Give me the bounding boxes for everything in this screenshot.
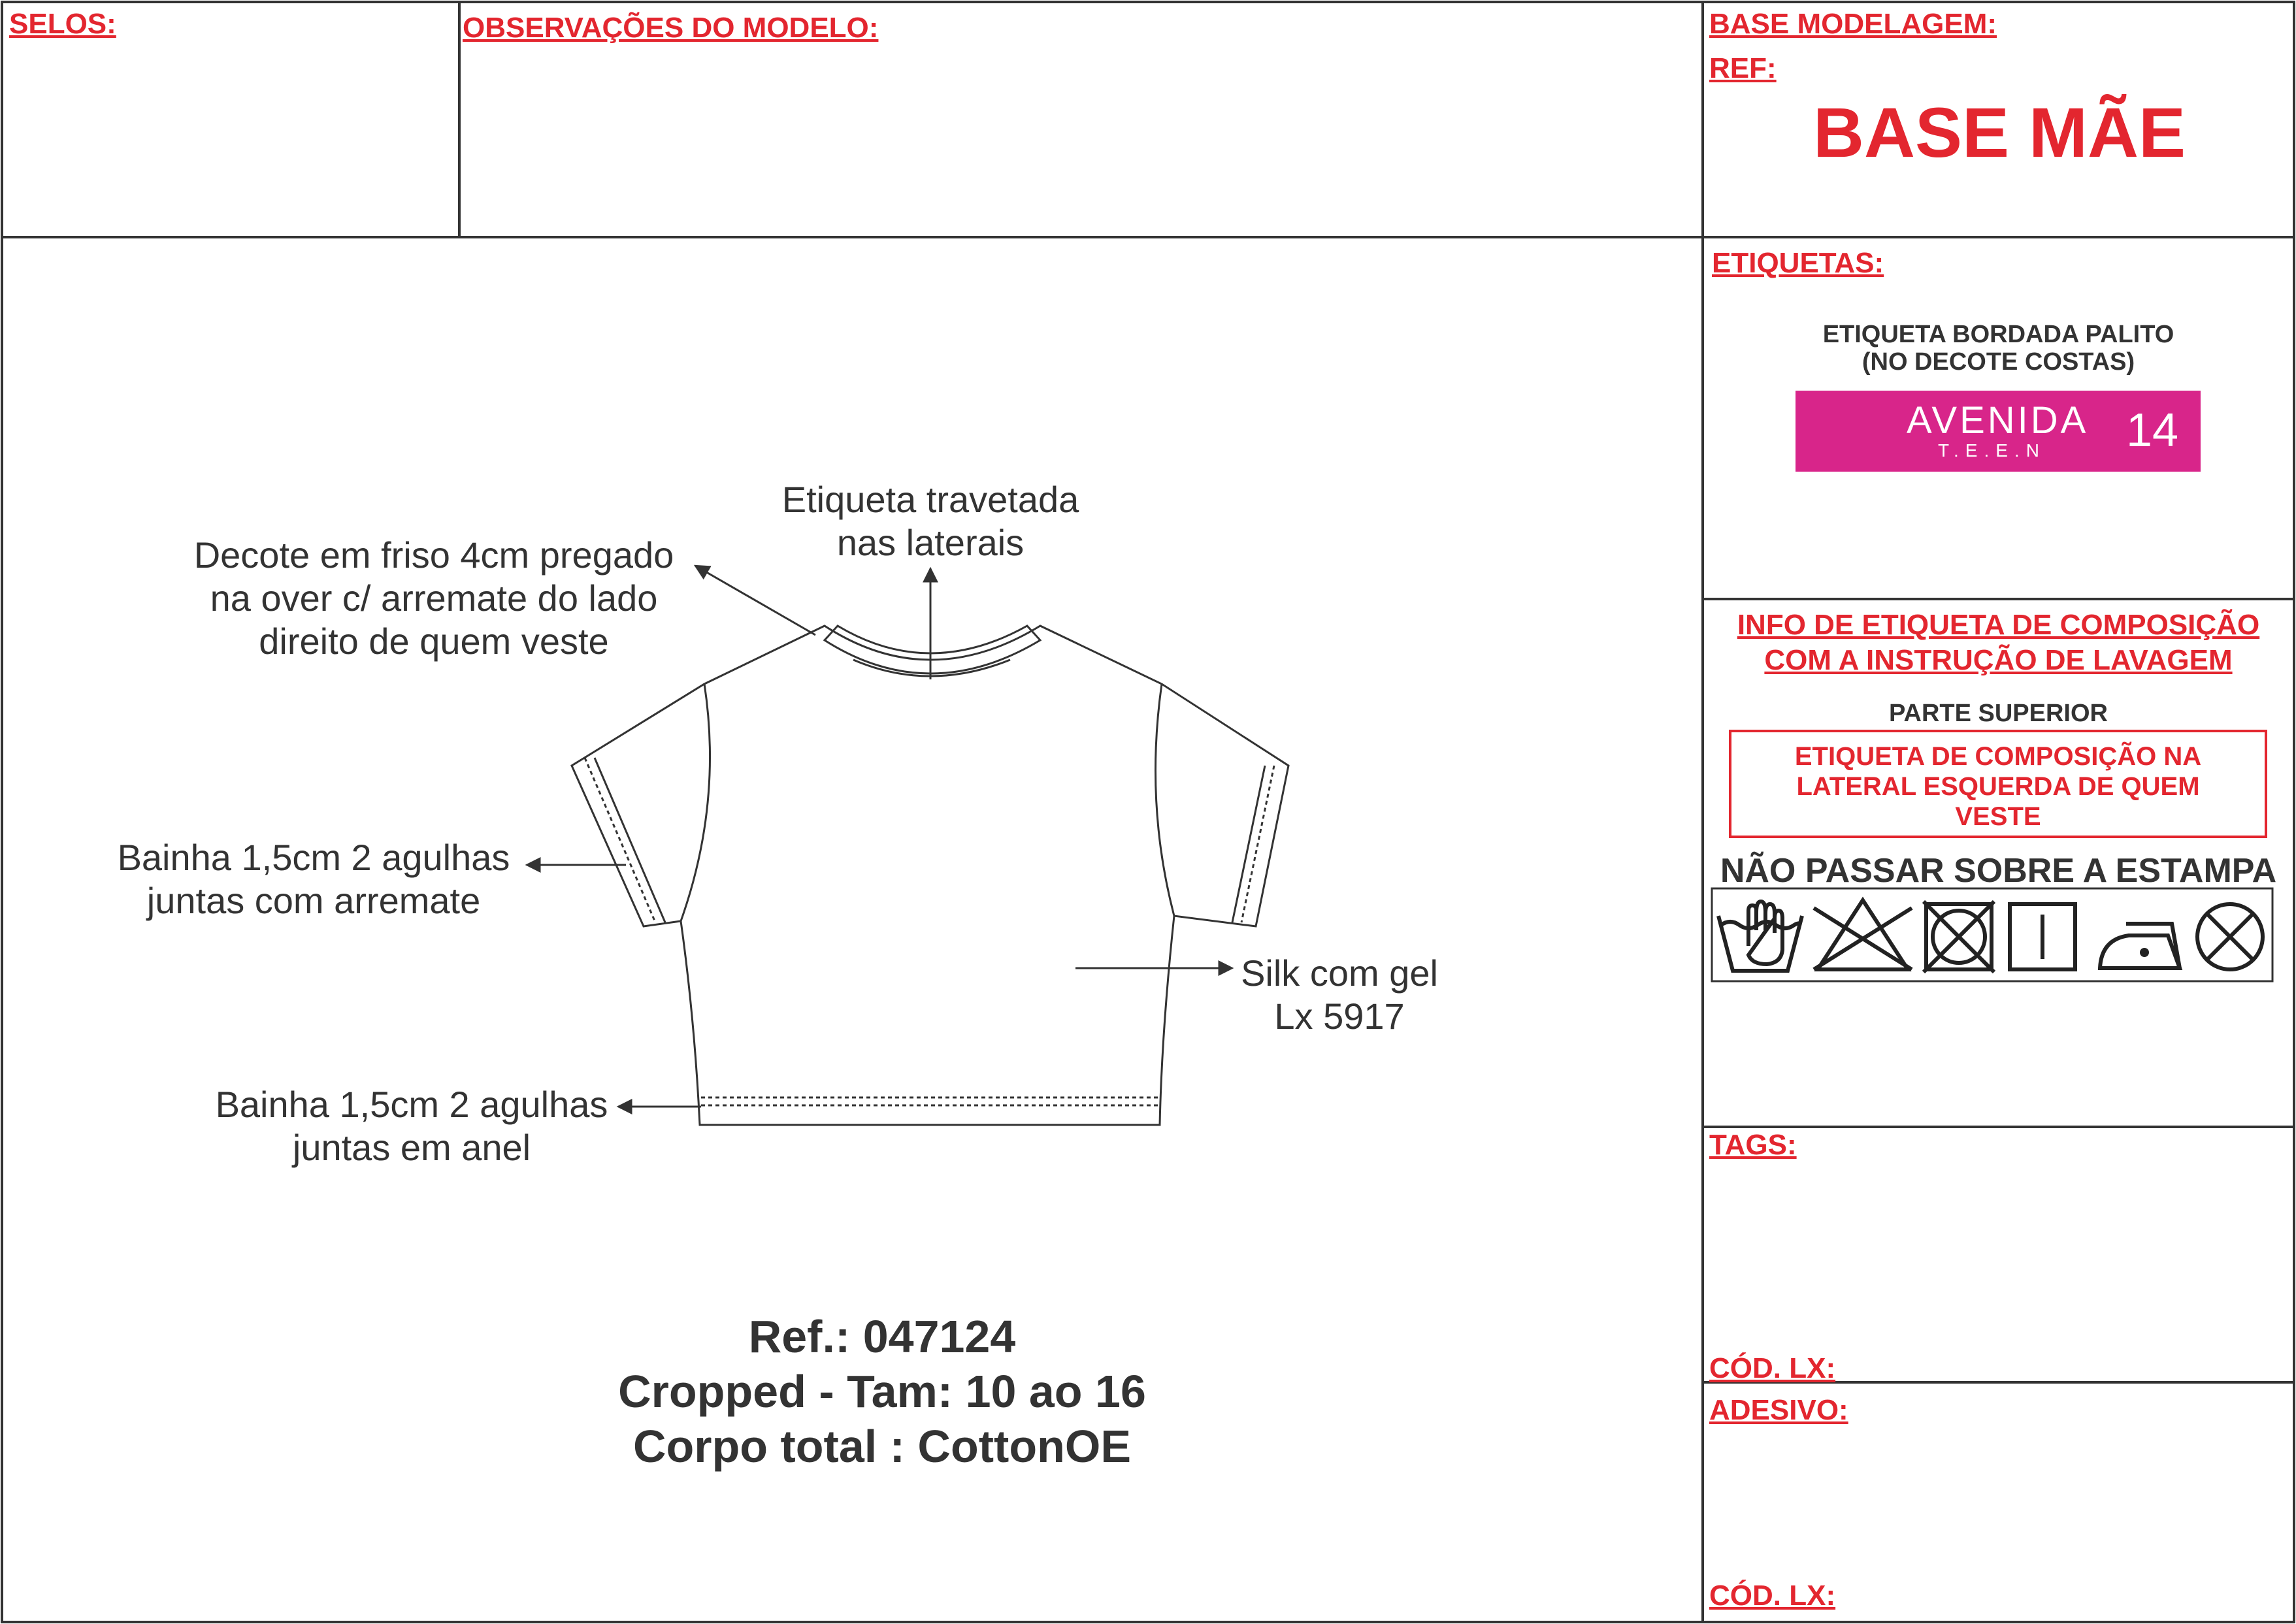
note-barra-l1: Bainha 1,5cm 2 agulhas	[215, 1084, 608, 1125]
composicao-title-2: COM A INSTRUÇÃO DE LAVAGEM	[1764, 644, 2233, 676]
note-decote-l1: Decote em friso 4cm pregado	[193, 534, 674, 576]
etiqueta-line2: (NO DECOTE COSTAS)	[1861, 348, 2135, 376]
ref-label: REF:	[1709, 52, 1777, 84]
cropped-tshirt	[572, 626, 1288, 1125]
note-barra-l2: juntas em anel	[292, 1127, 531, 1168]
observacoes-label: OBSERVAÇÕES DO MODELO:	[463, 12, 879, 44]
etiqueta-line1: ETIQUETA BORDADA PALITO	[1822, 321, 2174, 348]
parte-superior: PARTE SUPERIOR	[1888, 700, 2108, 727]
note-decote-l2: na over c/ arremate do lado	[210, 577, 658, 619]
brand-sub: T.E.E.N	[1938, 440, 2046, 461]
note-decote	[153, 534, 715, 663]
etiquetas-label: ETIQUETAS:	[1712, 247, 1884, 279]
note-silk-l1: Silk com gel	[1241, 952, 1438, 994]
product-line: Cropped - Tam: 10 ao 16	[618, 1366, 1146, 1417]
note-etiqueta	[734, 478, 1126, 564]
composicao-box-line2: LATERAL ESQUERDA DE QUEM	[1796, 772, 2200, 801]
tags-cod-label: CÓD. LX:	[1709, 1352, 1836, 1384]
note-silk	[1228, 952, 1451, 1038]
composicao-box-line3: VESTE	[1955, 802, 2041, 831]
tags-label: TAGS:	[1709, 1129, 1797, 1161]
note-barra	[189, 1083, 634, 1169]
adesivo-label: ADESIVO:	[1709, 1394, 1848, 1426]
note-manga-l1: Bainha 1,5cm 2 agulhas	[117, 837, 510, 878]
base-modelagem-label: BASE MODELAGEM:	[1709, 8, 1997, 40]
warning-text: NÃO PASSAR SOBRE A ESTAMPA	[1720, 852, 2277, 890]
composicao-box-line1: ETIQUETA DE COMPOSIÇÃO NA	[1794, 742, 2202, 771]
base-title: BASE MÃE	[1812, 93, 2186, 172]
adesivo-cod-label: CÓD. LX:	[1709, 1580, 1836, 1612]
note-manga	[98, 836, 529, 922]
note-manga-l2: juntas com arremate	[146, 880, 481, 921]
note-etiqueta-l2: nas laterais	[836, 522, 1025, 563]
product-ref: Ref.: 047124	[748, 1311, 1016, 1362]
product-info	[457, 1309, 1307, 1474]
product-material: Corpo total : CottonOE	[632, 1421, 1132, 1472]
note-decote-l3: direito de quem veste	[259, 621, 609, 662]
composicao-title-1: INFO DE ETIQUETA DE COMPOSIÇÃO	[1737, 609, 2260, 641]
selos-label: SELOS:	[9, 8, 116, 40]
note-etiqueta-l1: Etiqueta travetada	[781, 479, 1079, 520]
brand-number: 14	[2126, 404, 2179, 457]
brand-name: AVENIDA	[1907, 399, 2089, 442]
note-silk-l2: Lx 5917	[1274, 996, 1405, 1037]
